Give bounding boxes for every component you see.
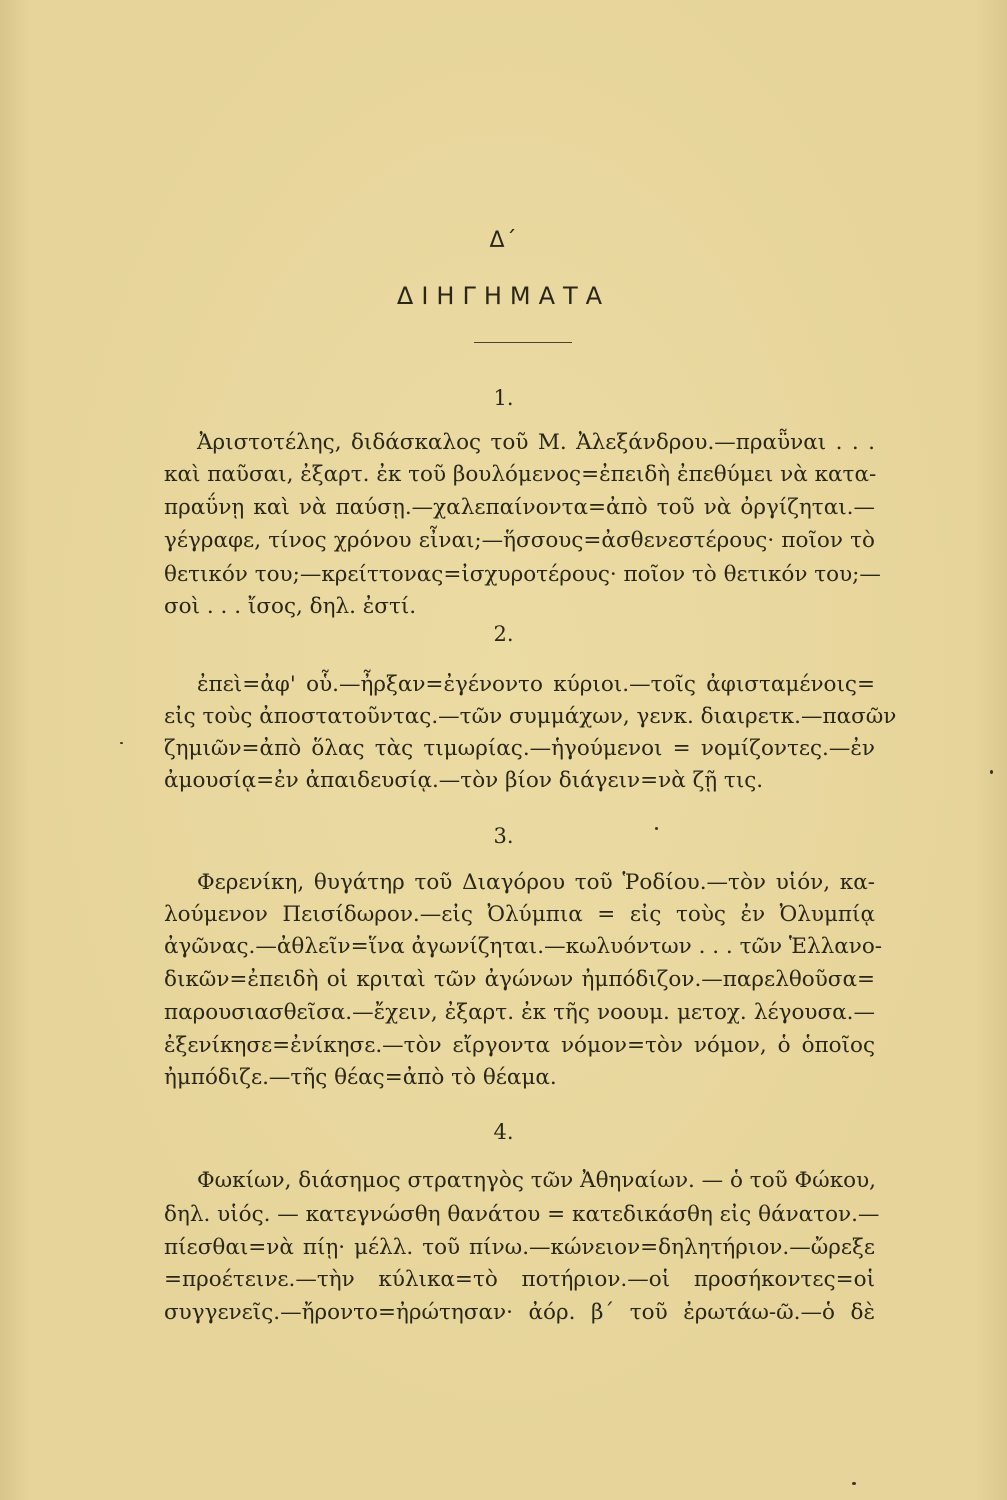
- section-3-line-5: παρουσιασθεῖσα.—ἔχειν, ἐξαρτ. ἐκ τῆς νοουμ. μετοχ. λέγουσα.—: [164, 1000, 875, 1025]
- section-3-line-7: ἠμπόδιζε.—τῆς θέας=ἀπὸ τὸ θέαμα.: [164, 1065, 557, 1090]
- chapter-title: ΔΙΗΓΗΜΑΤΑ: [396, 282, 611, 310]
- section-2-line-2: εἰς τοὺς ἀποστατοῦντας.—τῶν συμμάχων, γενκ. διαιρετκ.—πασῶν: [164, 704, 897, 729]
- section-number-3: 3.: [493, 824, 514, 848]
- section-number-2: 2.: [493, 622, 514, 646]
- section-1-line-4: γέγραφε, τίνος χρόνου εἶναι;—ἥσσους=ἀσθενεστέρους· ποῖον τὸ: [164, 528, 875, 553]
- paper-speck: [655, 827, 658, 830]
- section-3-line-2: λούμενον Πεισίδωρον.—εἰς Ὀλύμπια = εἰς τοὺς ἐν Ὀλυμπίᾳ: [164, 902, 875, 927]
- section-2-line-3: ζημιῶν=ἀπὸ ὅλας τὰς τιμωρίας.—ἡγούμενοι = νομίζοντες.—ἐν: [164, 736, 875, 761]
- section-1-line-3: πραΰνῃ καὶ νὰ παύσῃ.—χαλεπαίνοντα=ἀπὸ τοῦ νὰ ὀργίζηται.—: [164, 495, 875, 520]
- section-4-line-1: Φωκίων, διάσημος στρατηγὸς τῶν Ἀθηναίων. — ὁ τοῦ Φώκου,: [197, 1168, 876, 1193]
- section-4-line-4: =προέτεινε.—τὴν κύλικα=τὸ ποτήριον.—οἱ προσήκοντες=οἱ: [164, 1267, 875, 1292]
- section-3-line-1: Φερενίκη, θυγάτηρ τοῦ Διαγόρου τοῦ Ῥοδίου.—τὸν υἱόν, κα-: [197, 870, 875, 895]
- section-1-line-1: Ἀριστοτέλης, διδάσκαλος τοῦ Μ. Ἀλεξάνδρου.—πραῧναι . . .: [197, 430, 875, 455]
- paper-speck: [990, 770, 993, 774]
- section-4-line-5: συγγενεῖς.—ἤροντο=ἠρώτησαν· ἀόρ. β΄ τοῦ ἐρωτάω-ῶ.—ὁ δὲ: [164, 1300, 875, 1325]
- section-3-line-3: ἀγῶνας.—ἀθλεῖν=ἵνα ἀγωνίζηται.—κωλυόντων . . . τῶν Ἑλλανο-: [164, 934, 883, 959]
- section-4-line-3: πίεσθαι=νὰ πίῃ· μέλλ. τοῦ πίνω.—κώνειον=δηλητήριον.—ὤρεξε: [164, 1235, 875, 1260]
- title-divider: [474, 342, 572, 343]
- section-2-line-4: ἀμουσίᾳ=ἐν ἀπαιδευσίᾳ.—τὸν βίον διάγειν=νὰ ζῇ τις.: [164, 768, 764, 793]
- section-3-line-6: ἐξενίκησε=ἐνίκησε.—τὸν εἴργοντα νόμον=τὸν νόμον, ὁ ὁποῖος: [164, 1033, 875, 1058]
- paper-speck: [120, 742, 123, 744]
- section-1-line-5: θετικόν του;—κρείττονας=ἰσχυροτέρους· ποῖον τὸ θετικόν του;—: [164, 562, 881, 587]
- section-number-4: 4.: [493, 1120, 514, 1144]
- paper-speck: [852, 1482, 856, 1485]
- section-number-1: 1.: [493, 386, 514, 410]
- section-2-line-1: ἐπεὶ=ἀφ' οὗ.—ἦρξαν=ἐγένοντο κύριοι.—τοῖς ἀφισταμένοις=: [197, 672, 875, 697]
- section-3-line-4: δικῶν=ἐπειδὴ οἱ κριταὶ τῶν ἀγώνων ἠμπόδιζον.—παρελθοῦσα=: [164, 967, 875, 992]
- chapter-letter: Δ΄: [489, 228, 518, 253]
- section-4-line-2: δηλ. υἱός. — κατεγνώσθη θανάτου = κατεδικάσθη εἰς θάνατον.—: [164, 1202, 880, 1227]
- section-1-line-2: καὶ παῦσαι, ἐξαρτ. ἐκ τοῦ βουλόμενος=ἐπειδὴ ἐπεθύμει νὰ κατα-: [164, 462, 877, 487]
- section-1-line-6: σοὶ . . . ἴσος, δηλ. ἐστί.: [164, 594, 417, 619]
